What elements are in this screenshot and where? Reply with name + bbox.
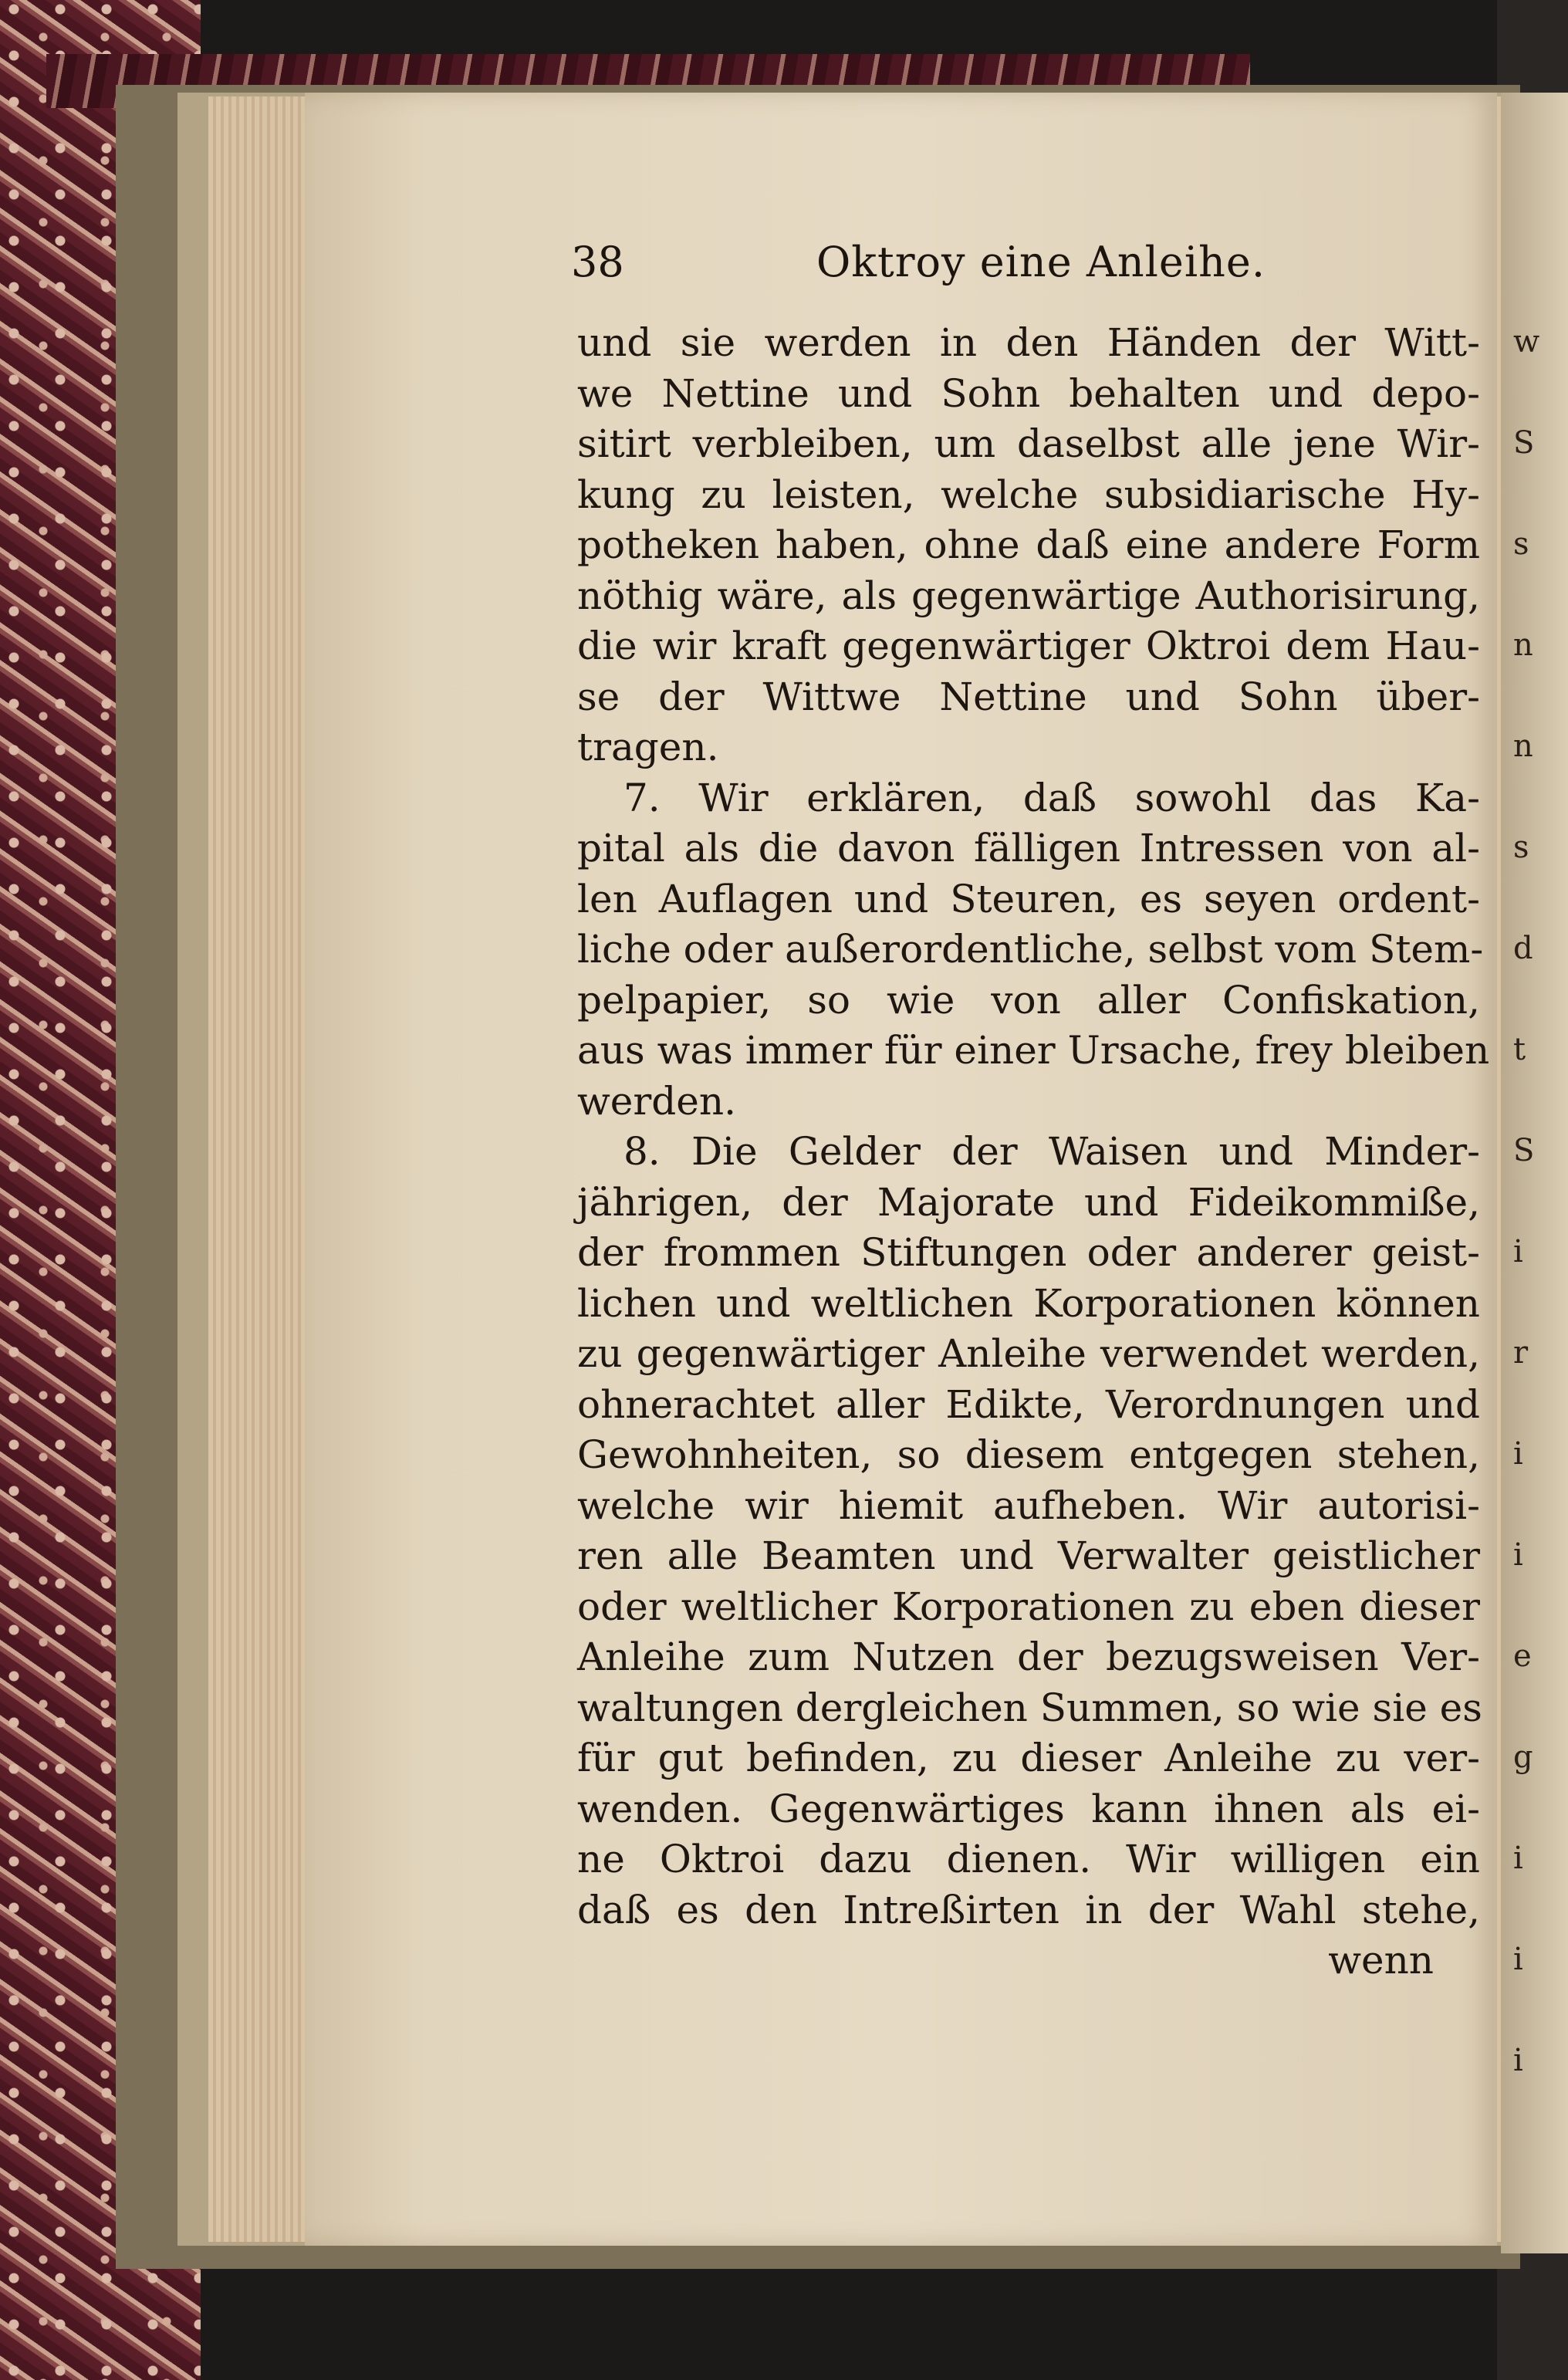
facing-page-letter: r	[1513, 1335, 1529, 1371]
running-head: Oktroy eine Anleihe.	[816, 238, 1266, 286]
text-line: liche oder außerordentliche, selbst vom Stem-	[577, 927, 1484, 972]
text-line: oder weltlicher Korporationen zu eben dieser	[577, 1584, 1480, 1629]
text-line: daß es den Intreßirten in der Wahl stehe,	[577, 1887, 1480, 1932]
text-line: len Auflagen und Steuren, es seyen ordent-	[577, 876, 1480, 921]
text-line: kung zu leisten, welche subsidiarische Hy-	[577, 472, 1480, 517]
paragraph-start: 7. Wir erklären, daß sowohl das Ka-	[623, 775, 1480, 820]
text-line: jährigen, der Majorate und Fideikommiße,	[577, 1179, 1480, 1225]
text-line: nöthig wäre, als gegenwärtige Authorisirung,	[577, 573, 1480, 618]
facing-page-letter: S	[1513, 425, 1535, 461]
text-line: potheken haben, ohne daß eine andere Form	[577, 522, 1480, 567]
facing-page-fragment	[1501, 93, 1568, 2253]
text-line: se der Wittwe Nettine und Sohn über-	[577, 674, 1480, 719]
facing-page-letter: i	[1513, 1537, 1523, 1573]
page-number: 38	[571, 238, 624, 286]
text-line: waltungen dergleichen Summen, so wie sie es	[577, 1685, 1482, 1730]
text-line: ne Oktroi dazu dienen. Wir willigen ein	[577, 1837, 1480, 1881]
page-header	[571, 238, 1343, 307]
text-line: zu gegenwärtiger Anleihe verwendet werden,	[577, 1331, 1480, 1376]
text-line: pital als die davon fälligen Intressen von al-	[577, 826, 1480, 871]
facing-page-letter: n	[1513, 729, 1533, 764]
text-line: welche wir hiemit aufheben. Wir autorisi-	[577, 1482, 1480, 1528]
facing-page-letter: s	[1513, 830, 1529, 865]
text-line: und sie werden in den Händen der Witt-	[577, 320, 1480, 365]
text-line: tragen.	[577, 725, 719, 769]
body-text	[577, 318, 1490, 1986]
text-line: der frommen Stiftungen oder anderer geist-	[577, 1230, 1480, 1275]
facing-page-letter: w	[1513, 324, 1540, 360]
facing-page-letter: s	[1513, 526, 1529, 562]
facing-page-letter: i	[1513, 1942, 1523, 1977]
facing-page-letter: S	[1513, 1133, 1535, 1168]
text-line: we Nettine und Sohn behalten und depo-	[577, 370, 1480, 416]
text-line: aus was immer für einer Ursache, frey bleiben	[577, 1028, 1490, 1073]
text-line: Gewohnheiten, so diesem entgegen stehen,	[577, 1432, 1480, 1477]
catchword: wenn	[1328, 1938, 1434, 1983]
text-line: Anleihe zum Nutzen der bezugsweisen Ver-	[577, 1635, 1480, 1679]
text-line: ohnerachtet aller Edikte, Verordnungen und	[577, 1381, 1480, 1427]
paragraph-start: 8. Die Gelder der Waisen und Minder-	[623, 1129, 1480, 1174]
text-line: ren alle Beamten und Verwalter geistlicher	[577, 1533, 1480, 1578]
facing-page-letter: i	[1513, 1234, 1523, 1269]
text-line: sitirt verbleiben, um daselbst alle jene Wir-	[577, 421, 1480, 466]
text-line: lichen und weltlichen Korporationen können	[577, 1280, 1480, 1326]
facing-page-letter: i	[1513, 1436, 1523, 1472]
text-line: pelpapier, so wie von aller Confiskation,	[577, 977, 1480, 1023]
facing-page-letter: d	[1513, 931, 1533, 966]
facing-page-letter: n	[1513, 627, 1533, 663]
facing-page-letter: i	[1513, 1841, 1523, 1876]
facing-page-letter: e	[1513, 1638, 1532, 1674]
text-line: die wir kraft gegenwärtiger Oktroi dem Hau-	[577, 624, 1480, 668]
text-line: wenden. Gegenwärtiges kann ihnen als ei-	[577, 1786, 1480, 1831]
text-line: für gut befinden, zu dieser Anleihe zu ver-	[577, 1736, 1480, 1780]
facing-page-letter: i	[1513, 2043, 1523, 2078]
facing-page-letter: g	[1513, 1739, 1533, 1775]
text-line: werden.	[577, 1078, 736, 1124]
facing-page-letter: t	[1513, 1032, 1526, 1067]
